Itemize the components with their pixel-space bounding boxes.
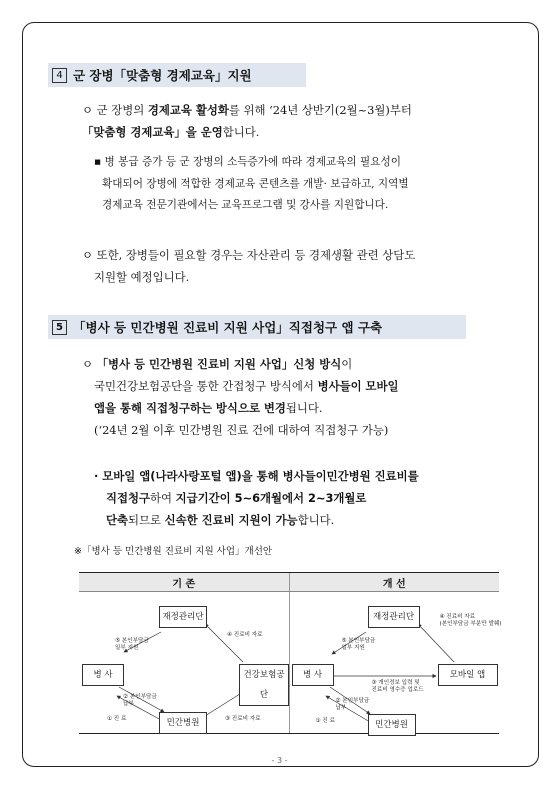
before-diagram — [79, 592, 289, 734]
label-input: ③ 개인정보 입력 및 진료비 영수증 업로드 — [371, 680, 424, 693]
sec4-sub-bullet: ▪ 병 봉급 증가 등 군 장병의 소득증가에 따라 경제교육의 필요성이 확대되어 장병에 적합한 경제교육 콘텐츠를 개발· 보급하고, 지역별 경제교육 전문기관에서는 교육프로그램 및 강사를 지원합니다. — [94, 156, 409, 211]
label-care: ① 진 료 — [315, 718, 335, 724]
section-5-heading — [52, 318, 462, 336]
label-doc3: ③ 진료비 자료 — [225, 716, 261, 722]
label-pay: ② 본인부담금 납부 — [335, 698, 370, 711]
nhis-box: 건강보험공단 — [239, 664, 289, 706]
section-title: 「병사 등 민간병원 진료비 지원 사업」직접청구 앱 구축 — [73, 320, 383, 335]
after-diagram — [289, 592, 502, 734]
table-caption: ※「병사 등 민간병원 진료비 지원 사업」개선안 — [74, 546, 273, 557]
finance-box: 재정관리단 — [368, 606, 420, 628]
sec5-sub-bullet: · 모바일 앱(나라사랑포털 앱)을 통해 병사들이민간병원 진료비를 직접청구하여 지급기간이 5~6개월에서 2~3개월로 단축되므로 신속한 진료비 지원이 가능합니다. — [94, 469, 419, 527]
label-doc4: ④ 진료비 자료 (본인부담금 부분만 발췌) — [439, 614, 502, 627]
hospital-box: 민간병원 — [368, 714, 416, 736]
after-header: 개 선 — [289, 573, 499, 592]
label-doc4: ④ 진료비 자료 — [227, 632, 263, 638]
page-number: - 3 - — [271, 756, 288, 765]
label-pay: ② 본인부담금 납부 — [123, 694, 157, 707]
label-reimb: ⑤ 본인부담금 일부 지원 — [341, 638, 376, 651]
hospital-box: 민간병원 — [159, 712, 207, 734]
before-header: 기 존 — [79, 573, 289, 592]
label-reimb: ⑤ 본인부담금 일부 지원 — [115, 638, 149, 651]
section-4-heading — [52, 66, 302, 84]
sec5-paragraph-1: ㅇ 「병사 등 민간병원 진료비 지원 사업」신청 방식이 국민건강보험공단을 통한 간접청구 방식에서 병사들이 모바일 앱을 통해 직접청구하는 방식으로 변경됩니다. (‘24년 2월 이후 민간병원 진료 건에 대하여 직접청구 가능) — [82, 357, 399, 437]
mobile-app-box: 모바일 앱 — [438, 664, 498, 686]
comparison-table — [79, 572, 502, 734]
finance-box: 재정관리단 — [159, 606, 207, 628]
section-number: 5 — [52, 320, 67, 335]
soldier-box: 병 사 — [292, 664, 334, 686]
section-number: 4 — [52, 68, 67, 83]
section-title: 군 장병「맞춤형 경제교육」지원 — [73, 68, 252, 83]
soldier-box: 병 사 — [82, 664, 124, 686]
sec4-paragraph-1: ㅇ 군 장병의 경제교육 활성화를 위해 ‘24년 상반기(2월~3월)부터 「맞춤형 경제교육」을 운영합니다. — [82, 103, 412, 139]
sec4-paragraph-2: ㅇ 또한, 장병들이 필요할 경우는 자산관리 등 경제생활 관련 상담도 지원할 예정입니다. — [82, 248, 416, 284]
label-care: ① 진 료 — [107, 716, 127, 722]
